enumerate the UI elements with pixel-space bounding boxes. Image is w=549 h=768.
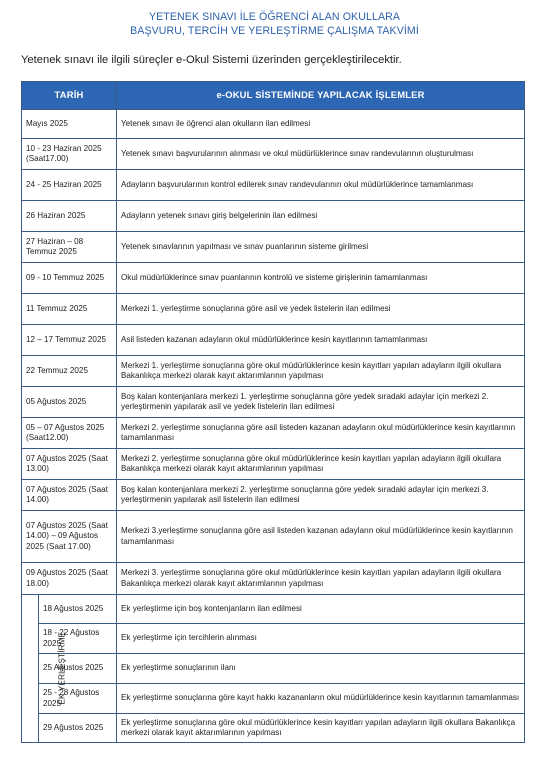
operation-cell: Merkezi 3.yerleştirme sonuçlarına göre asil listeden kazanan adayların okul müdürlüklerince kesin kayıtlarının tamamlanması — [117, 511, 525, 563]
date-cell: 07 Ağustos 2025 (Saat 14.00) – 09 Ağustos 2025 (Saat 17.00) — [22, 511, 117, 563]
date-cell: 18 Ağustos 2025 — [39, 595, 117, 624]
date-cell: 05 – 07 Ağustos 2025 (Saat12.00) — [22, 418, 117, 449]
table-row — [22, 418, 525, 449]
operation-cell: Asil listeden kazanan adayların okul müdürlüklerince kesin kayıtlarının tamamlanması — [117, 325, 525, 356]
header-date: TARİH — [22, 82, 117, 110]
table-row — [22, 294, 525, 325]
date-cell: 10 - 23 Haziran 2025 (Saat17.00) — [22, 139, 117, 170]
table-row — [22, 170, 525, 201]
ek-yerlestirme-label: EK YERLEŞTİRME — [57, 632, 67, 705]
table-row — [22, 714, 525, 743]
operation-cell: Ek yerleştirme için boş kontenjanların ilan edilmesi — [117, 595, 525, 624]
date-cell: 09 - 10 Temmuz 2025 — [22, 263, 117, 294]
date-cell: 26 Haziran 2025 — [22, 201, 117, 232]
operation-cell: Ek yerleştirme sonuçlarına göre okul müdürlüklerince kesin kayıtları yapılan adayların ilgili okullara Bakanlıkça merkezi olarak kayıt aktarımlarının yapılması — [117, 714, 525, 743]
date-cell: 05 Ağustos 2025 — [22, 387, 117, 418]
date-cell: 12 – 17 Temmuz 2025 — [22, 325, 117, 356]
table-row — [22, 511, 525, 563]
title-line-2: BAŞVURU, TERCİH VE YERLEŞTİRME ÇALIŞMA TAKVİMİ — [130, 24, 419, 37]
operation-cell: Ek yerleştirme sonuçlarının ilanı — [117, 654, 525, 684]
table-row — [22, 110, 525, 139]
table-row — [22, 563, 525, 595]
table-row — [22, 449, 525, 480]
operation-cell: Merkezi 3. yerleştirme sonuçlarına göre okul müdürlüklerince kesin kayıtları yapılan adayların ilgili okullara Bakanlıkça merkezi olarak kayıt aktarımlarının yapılması — [117, 563, 525, 595]
table-row — [22, 654, 525, 684]
table-header-row — [22, 82, 525, 110]
table-row — [22, 232, 525, 263]
title-line-1: YETENEK SINAVI İLE ÖĞRENCİ ALAN OKULLARA — [148, 11, 401, 23]
operation-cell: Ek yerleştirme için tercihlerin alınması — [117, 624, 525, 654]
operation-cell: Boş kalan kontenjanlara merkezi 1. yerleştirme sonuçlarına göre yedek sıradaki adaylar için merkezi 2. yerleştirmenin yapılarak asil ve yedek listelerin ilan edilmesi — [117, 387, 525, 418]
operation-cell: Adayların başvurularının kontrol edilerek sınav randevularının okul müdürlüklerince tamamlanması — [117, 170, 525, 201]
operation-cell: Adayların yetenek sınavı giriş belgelerinin ilan edilmesi — [117, 201, 525, 232]
date-cell: Mayıs 2025 — [22, 110, 117, 139]
operation-cell: Yetenek sınavı ile öğrenci alan okulların ilan edilmesi — [117, 110, 525, 139]
table-row — [22, 263, 525, 294]
date-cell: 09 Ağustos 2025 (Saat 18.00) — [22, 563, 117, 595]
operation-cell: Merkezi 1. yerleştirme sonuçlarına göre asil ve yedek listelerin ilan edilmesi — [117, 294, 525, 325]
operation-cell: Merkezi 1. yerleştirme sonuçlarına göre okul müdürlüklerince kesin kayıtları yapılan adayların ilgili okullara Bakanlıkça merkezi olarak kayıt aktarımlarının yapılması — [117, 356, 525, 387]
table-row — [22, 325, 525, 356]
table-row — [22, 356, 525, 387]
table-row — [22, 139, 525, 170]
table-row — [22, 201, 525, 232]
date-cell: 18 - 22 Ağustos 2025 — [39, 624, 117, 654]
date-cell: 27 Haziran – 08 Temmuz 2025 — [22, 232, 117, 263]
table-row — [22, 387, 525, 418]
date-cell: 25 Ağustos 2025 — [39, 654, 117, 684]
document-title — [0, 11, 549, 38]
date-cell: 22 Temmuz 2025 — [22, 356, 117, 387]
date-cell: 25 - 28 Ağustos 2025 — [39, 684, 117, 714]
operation-cell: Okul müdürlüklerince sınav puanlarının kontrolü ve sisteme girişlerinin tamamlanması — [117, 263, 525, 294]
operation-cell: Merkezi 2. yerleştirme sonuçlarına göre asil listeden kazanan adayların okul müdürlüklerince kesin kayıtlarının tamamlanması — [117, 418, 525, 449]
table-row — [22, 684, 525, 714]
table-row — [22, 624, 525, 654]
date-cell: 07 Ağustos 2025 (Saat 13.00) — [22, 449, 117, 480]
intro-text: Yetenek sınavı ile ilgili süreçler e-Okul Sistemi üzerinden gerçekleştirilecektir. — [21, 54, 402, 66]
date-cell: 07 Ağustos 2025 (Saat 14.00) — [22, 480, 117, 511]
operation-cell: Boş kalan kontenjanlara merkezi 2. yerleştirme sonuçlarına göre yedek sıradaki adaylar için merkezi 3. yerleştirmenin yapılarak asil listelerin ilan edilmesi — [117, 480, 525, 511]
operation-cell: Ek yerleştirme sonuçlarına göre kayıt hakkı kazananların okul müdürlüklerince kesin kayıtlarının tamamlanması — [117, 684, 525, 714]
header-operations: e-OKUL SİSTEMİNDE YAPILACAK İŞLEMLER — [117, 82, 525, 110]
operation-cell: Merkezi 2. yerleştirme sonuçlarına göre okul müdürlüklerince kesin kayıtları yapılan adayların ilgili okullara Bakanlıkça merkezi olarak kayıt aktarımlarının yapılması — [117, 449, 525, 480]
operation-cell: Yetenek sınavı başvurularının alınması ve okul müdürlüklerince sınav randevularının oluşturulması — [117, 139, 525, 170]
date-cell: 29 Ağustos 2025 — [39, 714, 117, 743]
table-row — [22, 480, 525, 511]
date-cell: 24 - 25 Haziran 2025 — [22, 170, 117, 201]
table-row — [22, 595, 525, 624]
date-cell: 11 Temmuz 2025 — [22, 294, 117, 325]
calendar-table — [21, 81, 525, 743]
operation-cell: Yetenek sınavlarının yapılması ve sınav puanlarının sisteme girilmesi — [117, 232, 525, 263]
ek-yerlestirme-side-label — [22, 595, 67, 743]
